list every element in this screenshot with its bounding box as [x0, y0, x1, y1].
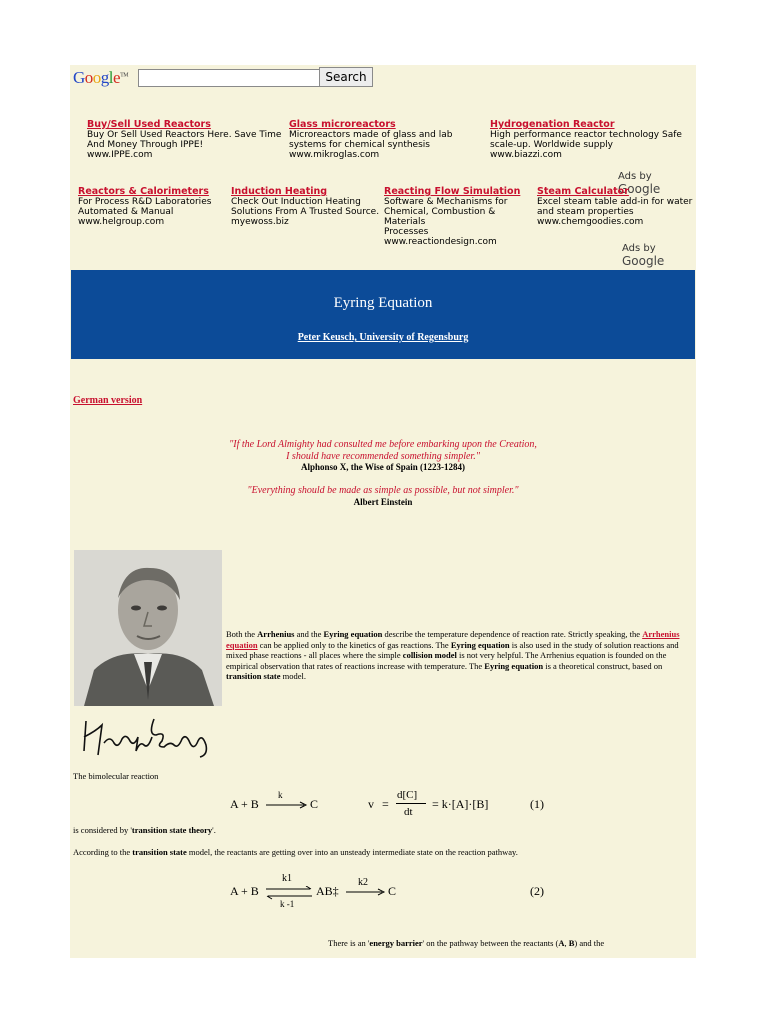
quote-author: Alphonso X, the Wise of Spain (1223-1284): [301, 462, 465, 472]
ad-item[interactable]: Induction Heating Check Out Induction Heating Solutions From A Trusted Source. myewoss.biz: [231, 186, 380, 227]
ads-by-google[interactable]: Ads by Google: [622, 243, 665, 268]
search-button[interactable]: Search: [319, 67, 373, 87]
google-logo[interactable]: Google™: [73, 68, 129, 87]
ad-item[interactable]: Reactors & Calorimeters For Process R&D Laboratories Automated & Manual www.helgroup.com: [78, 186, 212, 227]
ad-item[interactable]: Reacting Flow Simulation Software & Mechanisms for Chemical, Combustion & Materials Processes www.reactiondesign.com: [384, 186, 521, 247]
signature-image: [78, 711, 218, 761]
arrhenius-link[interactable]: Arrhenius equation: [226, 629, 680, 650]
equation-1: A + B k C v = d[C] dt = k·[A]·[B] (1): [230, 789, 544, 818]
intro-paragraph: Both the Arrhenius and the Eyring equation describe the temperature dependence of reaction rate. Strictly speaking, the Arrhenius equation can be applied only to the kinetics of gas reactions. The Eyring equation is also used in the study of solution reactions and mixed phase reactions - all places where the simple collision model is not very helpful. The Arrhenius equation is founded on the empirical observation that rates of reactions increase with temperature. The Eyring equation is a theoretical construct, based on transition state model.: [226, 629, 680, 681]
title-banner: [71, 270, 695, 359]
according-text: According to the transition state model, the reactants are getting over into an unsteady intermediate state on the reaction pathway.: [73, 847, 518, 857]
quote-text: "Everything should be made as simple as possible, but not simpler.": [247, 485, 519, 496]
ad-item[interactable]: Steam Calculator Excel steam table add-in for water and steam properties www.chemgoodies.com: [537, 186, 693, 227]
ads-by-google[interactable]: Ads by Google: [618, 171, 661, 196]
ad-item[interactable]: Buy/Sell Used Reactors Buy Or Sell Used Reactors Here. Save Time And Money Through IPPE! www.IPPE.com: [87, 119, 282, 160]
quote-text: "If the Lord Almighty had consulted me before embarking upon the Creation, I should have recommended something simpler.": [229, 439, 537, 462]
page-content: [70, 65, 696, 958]
page-title: Eyring Equation: [333, 295, 433, 311]
german-version-link[interactable]: German version: [73, 395, 143, 406]
energy-barrier-text: There is an 'energy barrier' on the pathway between the reactants (A, B) and the: [328, 938, 605, 948]
bimolecular-label: The bimolecular reaction: [73, 771, 159, 781]
equation-2: A + B k1 k -1 AB‡ k2 C (2): [230, 873, 544, 909]
search-input[interactable]: [138, 69, 320, 87]
portrait-photo: [74, 550, 222, 706]
ad-item[interactable]: Glass microreactors Microreactors made of glass and lab systems for chemical synthesis www.mikroglas.com: [289, 119, 453, 160]
author-link[interactable]: Peter Keusch, University of Regensburg: [297, 332, 469, 343]
considered-text: is considered by 'transition state theory'.: [73, 825, 216, 835]
quote-author: Albert Einstein: [353, 497, 413, 507]
ad-item[interactable]: Hydrogenation Reactor High performance reactor technology Safe scale-up. Worldwide supply www.biazzi.com: [490, 119, 682, 160]
